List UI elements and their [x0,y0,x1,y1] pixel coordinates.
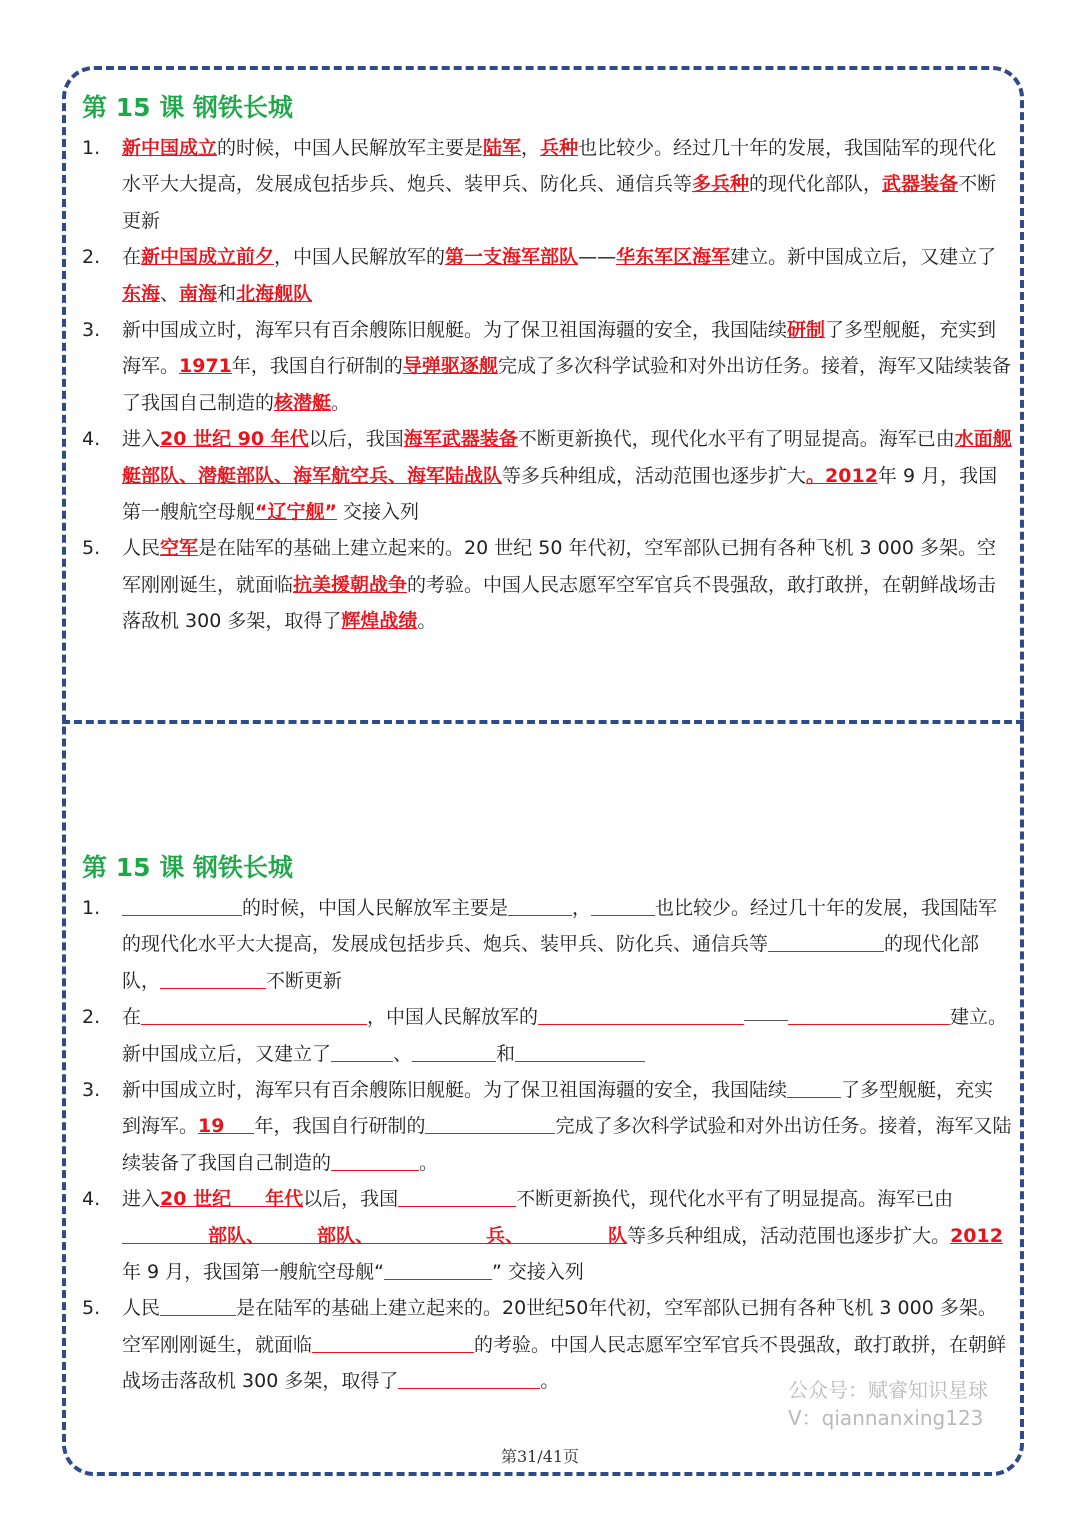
keyword: 核潜艇 [274,391,332,414]
list-item [82,130,1012,239]
text: 完成了多次科学试验和对外出访任务。接着，海军又陆续装备了我国自己制造的 [122,1115,1012,1174]
text: 不断更新 [122,173,997,232]
hint-text: 队 [608,1224,628,1247]
text: 以后，我国 [308,428,404,451]
item-number: 5. [82,537,101,560]
text: 、 [160,282,180,305]
keyword: 研制 [787,319,826,342]
keyword: 南海 [179,282,218,305]
watermark [788,1376,988,1432]
blank[interactable] [538,1002,744,1025]
exercise-section [82,848,1012,1400]
text: 年，我国自行研制的 [231,355,403,378]
item-number: 2. [82,1006,101,1029]
text: 人民 [122,1297,161,1320]
list-item [82,1072,1012,1181]
list-item [82,890,1012,999]
keyword: 1971 [179,355,232,378]
text: 年 9 月，我国第一艘航空母舰 [122,464,998,524]
blank[interactable] [224,1111,254,1134]
item-number: 1. [82,897,101,919]
item-number: 4. [82,428,101,451]
lesson-title: 第 15 课 钢铁长城 [82,853,293,882]
blank[interactable] [312,1330,474,1353]
text: —— [578,246,617,269]
text: 年 9 月，我国第一艘航空母舰“ [122,1261,385,1284]
blank[interactable] [425,1111,555,1134]
blank[interactable] [412,1039,496,1062]
text: ，中国人民解放军的 [274,246,446,269]
keyword: 北海舰队 [236,282,313,305]
blank[interactable] [160,1293,236,1316]
keyword: 新中国成立 [122,137,218,159]
text: 的考验。中国人民志愿军空军官兵不畏强敌，敢打敢拼，在朝鲜战场击落敌机 300 多架，取得了 [122,573,997,633]
list-item [82,530,1012,639]
keyword: 辉煌战绩 [341,610,418,633]
keyword: 陆军 [483,137,522,159]
keyword: “辽宁舰” [255,501,337,524]
blank[interactable] [331,1148,419,1171]
blank[interactable] [374,1221,486,1244]
keyword: 兵种 [540,137,579,159]
item-number: 1. [82,137,101,159]
text: 完成了多次科学试验和对外出访任务。接着，海军又陆续装备了我国自己制造的 [122,355,1011,414]
text: 不断更新换代，现代化水平有了明显提高。海军已由 [516,1188,954,1211]
text: 以后，我国 [303,1188,399,1211]
item-number: 5. [82,1297,101,1320]
text: 新中国成立时，海军只有百余艘陈旧舰艇。为了保卫祖国海疆的安全，我国陆续 [122,1079,788,1102]
text: 人民 [122,537,161,560]
blank[interactable] [787,1075,841,1098]
text: 不断更新 [266,969,343,992]
blank[interactable] [122,893,242,916]
text: 了多型舰艇，充实到海军。 [122,319,997,378]
dash-separator [744,1006,788,1021]
text: 是在陆军的基础上建立起来的。20世纪50年代初，空军部队已拥有各种飞机 3 000 多架。空军刚刚诞生，就面临 [122,1297,997,1356]
list-item [82,999,1012,1072]
answer-section [82,88,1012,640]
blank[interactable] [265,1221,317,1244]
text: 不断更新换代，现代化水平有了明显提高。海军已由 [517,428,955,451]
text: ” 交接入列 [492,1261,584,1284]
blank[interactable] [398,1366,540,1389]
blank[interactable] [788,1002,950,1025]
text: 新中国成立时，海军只有百余艘陈旧舰艇。为了保卫祖国海疆的安全，我国陆续 [122,319,788,342]
blank[interactable] [231,1184,265,1207]
text: 的时候，中国人民解放军主要是 [242,897,509,919]
year-text: 2012 [950,1224,1003,1247]
blank[interactable] [160,966,266,989]
list-item [82,1181,1012,1290]
page-number: 第31/41页 [500,1447,580,1466]
text: ， [521,137,541,159]
keyword: 多兵种 [692,173,750,196]
text: 、 [393,1042,413,1065]
text: 等多兵种组成，活动范围也逐步扩大 [502,464,807,487]
blank[interactable] [768,929,884,952]
keyword: 华东军区海军 [616,246,731,269]
text: 了多型舰艇，充实到海军。 [122,1079,994,1138]
keyword: 海军武器装备 [403,428,518,451]
text: 。 [540,1370,560,1393]
keyword: 东海 [122,282,161,305]
text: 的现代化部队， [122,933,980,992]
keyword: 抗美援朝战争 [293,573,408,596]
blank[interactable] [591,893,655,916]
blank[interactable] [141,1002,367,1025]
text: 。 [417,610,437,633]
text: 。 [419,1151,439,1174]
text: ， [572,897,592,919]
section-divider [62,720,1024,724]
keyword: 水面舰艇部队、潜艇部队、海军航空兵、海军陆战队 [122,428,1012,487]
text: 交接入列 [337,501,420,524]
text: 和 [496,1042,516,1065]
keyword: 新中国成立前夕 [141,246,275,269]
list-item [82,312,1012,421]
keyword: 空军 [160,537,199,560]
text: 进入 [122,1188,161,1211]
keyword: 武器装备 [882,173,959,196]
item-number: 4. [82,1188,101,1211]
watermark-line: 公众号：赋睿知识星球 [788,1378,988,1402]
text: 年，我国自行研制的 [254,1115,426,1138]
item-number: 2. [82,246,101,269]
keyword: 20 世纪 90 年代 [160,428,309,451]
text: 。 [331,391,351,414]
blank[interactable] [508,893,572,916]
keyword: 第一支海军部队 [445,246,579,269]
blank[interactable] [384,1257,492,1280]
hint-text: 20 世纪 [160,1188,232,1211]
text: 也比较少。经过几十年的发展，我国陆军的现代化水平大大提高，发展成包括步兵、炮兵、装甲兵、防化兵、通信兵等 [122,137,997,196]
text: 建立。新中国成立后，又建立了 [730,246,997,269]
list-item [82,421,1012,530]
blank[interactable] [398,1184,516,1207]
text: 是在陆军的基础上建立起来的。20 世纪 50 年代初，空军部队已拥有各种飞机 3 000 多架。空军刚刚诞生，就面临 [122,537,996,596]
text: 的考验。中国人民志愿军空军官兵不畏强敌，敢打敢拼，在朝鲜战场击落敌机 300 多架，取得了 [122,1333,1007,1393]
year-prefix: 19 [198,1115,225,1138]
text: 的时候，中国人民解放军主要是 [217,137,484,159]
text: 在 [122,246,142,269]
item-number: 3. [82,1079,101,1102]
text: 进入 [122,428,161,451]
list-item [82,239,1012,312]
keyword: 。2012 [806,464,878,487]
blank[interactable] [331,1039,393,1062]
text: ，中国人民解放军的 [367,1006,539,1029]
hint-text: 部队、 [208,1224,266,1247]
lesson-title: 第 15 课 钢铁长城 [82,93,293,122]
hint-text: 年代 [265,1188,304,1211]
keyword: 导弹驱逐舰 [402,355,498,378]
item-number: 3. [82,319,101,342]
text: 在 [122,1006,142,1029]
watermark-line: V：qiannanxing123 [788,1406,984,1430]
text: 等多兵种组成，活动范围也逐步扩大。 [627,1224,951,1247]
blank[interactable] [515,1039,645,1062]
text: 也比较少。经过几十年的发展，我国陆军的现代化水平大大提高，发展成包括步兵、炮兵、装甲兵、防化兵、通信兵等 [122,897,998,956]
text: 的现代化部队， [749,173,883,196]
blank[interactable] [524,1221,608,1244]
blank[interactable] [122,1221,208,1244]
text: 和 [217,282,237,305]
hint-text: 部队、 [317,1224,375,1247]
hint-text: 兵、 [486,1224,525,1247]
text: 建立。新中国成立后，又建立了 [122,1006,1008,1065]
